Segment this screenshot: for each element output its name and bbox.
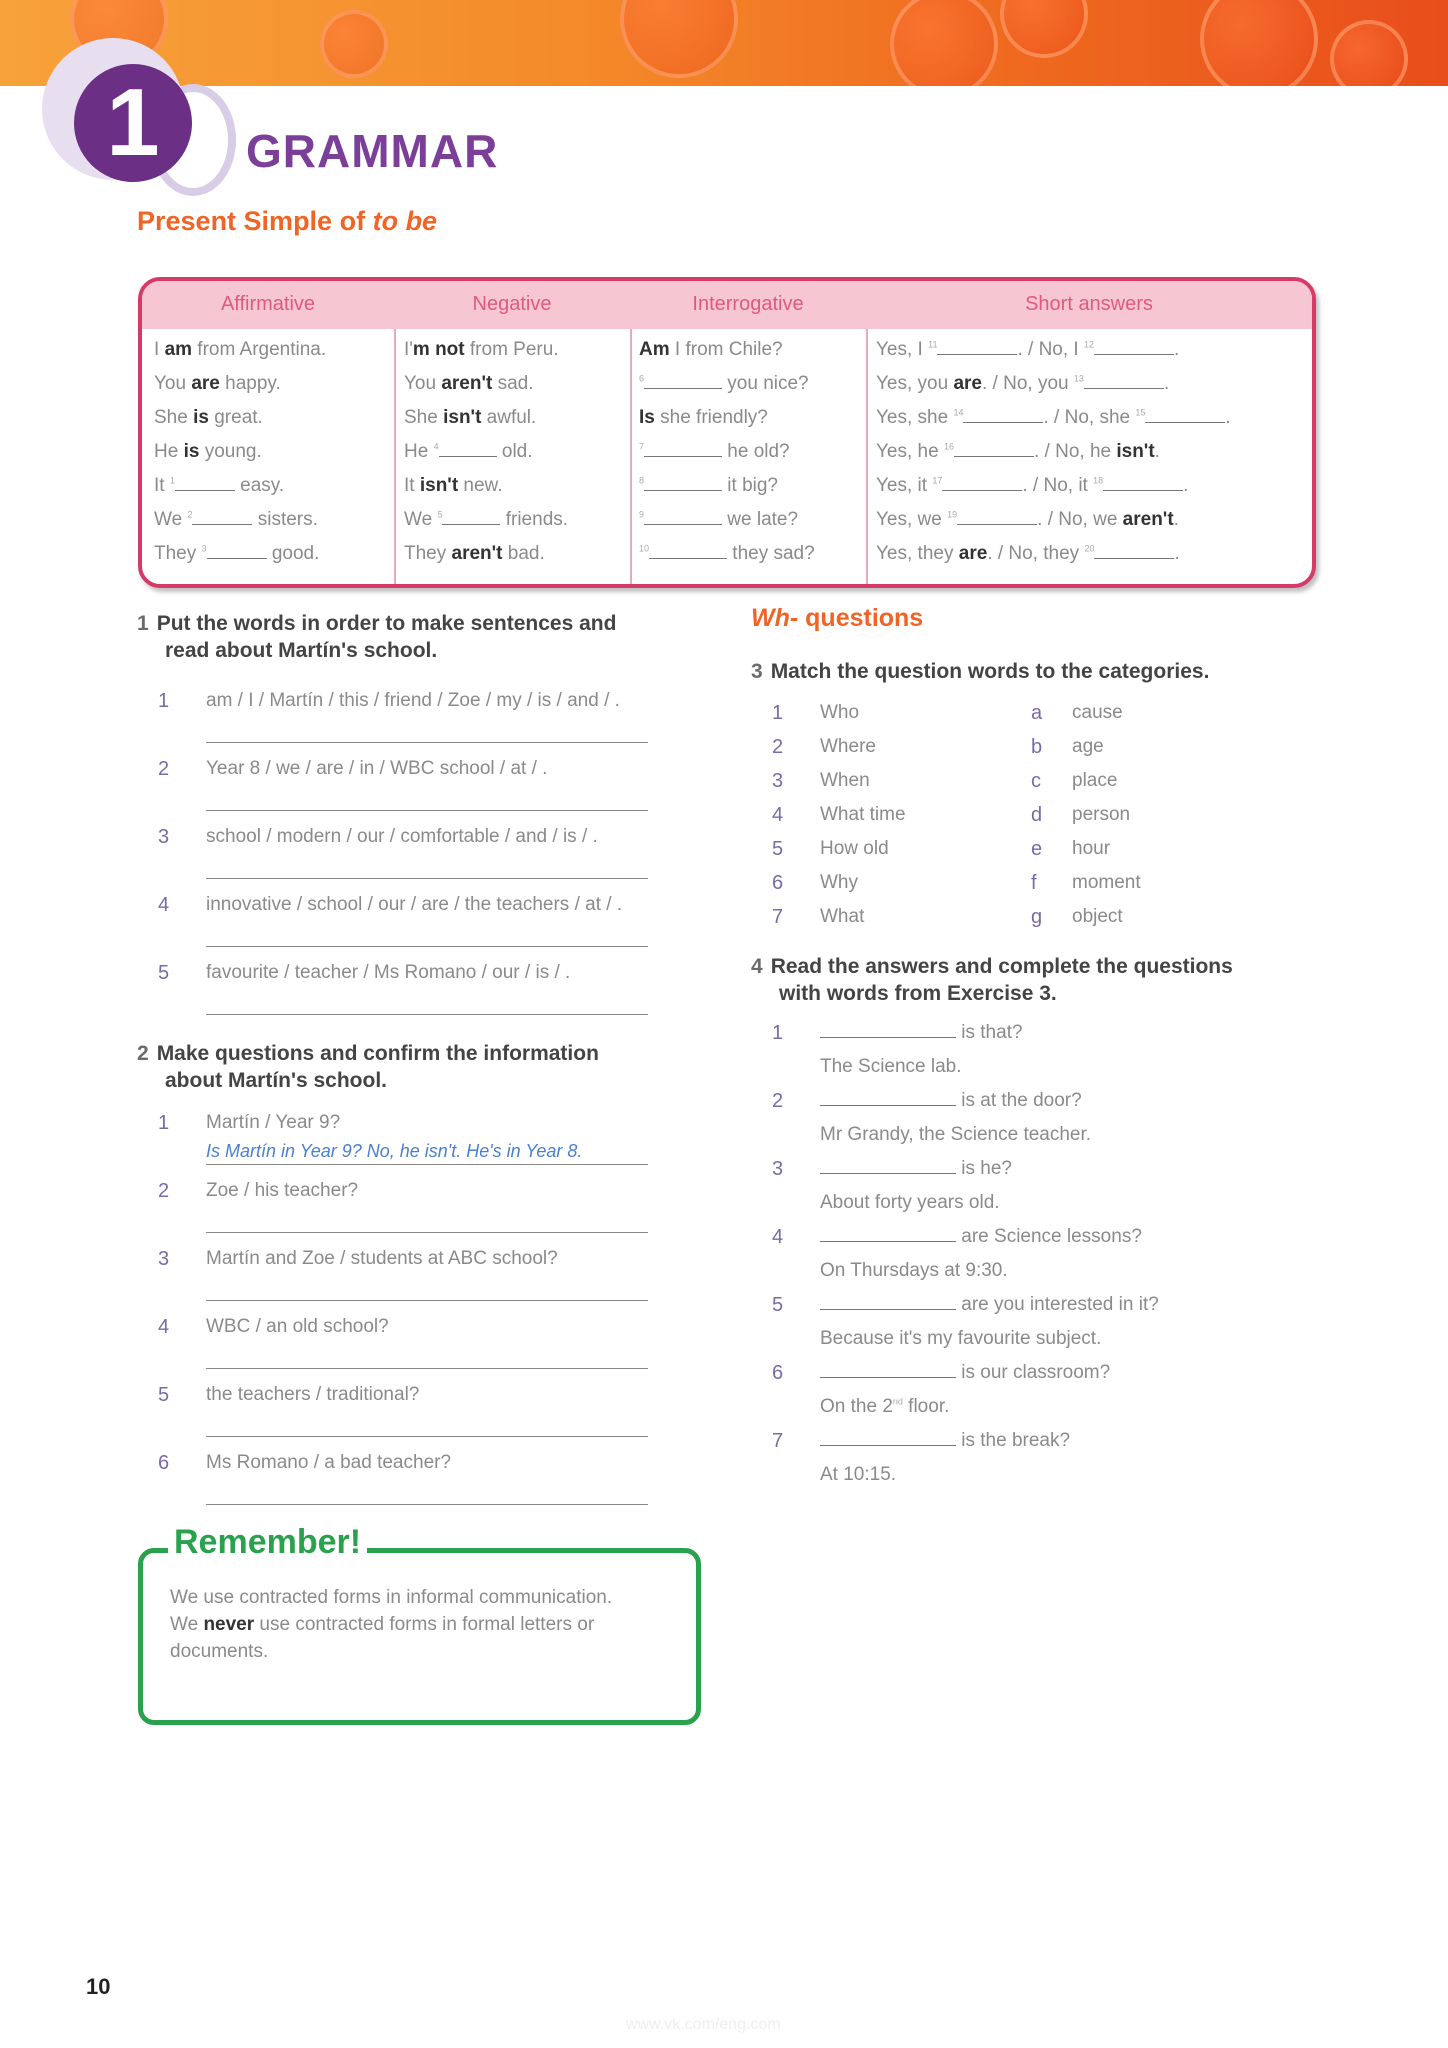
- table-text: old.: [496, 441, 533, 462]
- item-number: 2: [772, 736, 784, 758]
- answer-blank[interactable]: [820, 1159, 956, 1174]
- question-line: [820, 1362, 1110, 1384]
- item-prompt: Martín / Year 9?: [206, 1112, 341, 1133]
- item-number: 7: [772, 1430, 784, 1452]
- gap-number: 11: [928, 339, 938, 350]
- gap-number: 12: [1084, 339, 1095, 350]
- table-text: . / No, it: [1022, 475, 1094, 496]
- question-text: is our classroom?: [956, 1362, 1111, 1383]
- question-text: is that?: [956, 1022, 1023, 1043]
- answer-blank[interactable]: [1084, 374, 1164, 389]
- answer-line[interactable]: [206, 878, 648, 879]
- given-answer: At 10:15.: [820, 1464, 897, 1485]
- table-verb: aren't: [1122, 509, 1174, 530]
- answer-blank[interactable]: [207, 544, 267, 559]
- table-text: I from Chile?: [669, 339, 783, 360]
- table-text: Yes, she: [876, 407, 954, 428]
- question-text: are Science lessons?: [956, 1226, 1142, 1247]
- table-verb: Am: [639, 339, 670, 360]
- answer-blank[interactable]: [644, 476, 722, 491]
- question-line: [820, 1294, 1159, 1316]
- unit-number-badge: 1: [74, 64, 192, 182]
- table-line: [639, 407, 768, 429]
- category-letter: g: [1031, 906, 1043, 928]
- decorative-bubble: [1200, 0, 1318, 86]
- table-text: You: [154, 373, 192, 394]
- table-text: . / No, I: [1017, 339, 1084, 360]
- column-divider: [630, 329, 632, 584]
- gap-number: 15: [1135, 407, 1146, 418]
- question-word: Where: [820, 736, 876, 757]
- decorative-bubble: [1000, 0, 1088, 58]
- table-text: We: [404, 509, 438, 530]
- table-text: from Argentina.: [192, 339, 327, 360]
- table-line: [639, 509, 798, 531]
- table-text: good.: [266, 543, 320, 564]
- table-line: [404, 339, 559, 361]
- item-number: 5: [158, 1384, 170, 1406]
- item-prompt: Ms Romano / a bad teacher?: [206, 1452, 452, 1473]
- item-number: 1: [772, 702, 784, 724]
- answer-blank[interactable]: [644, 510, 722, 525]
- question-word: What: [820, 906, 865, 927]
- question-line: [820, 1430, 1070, 1452]
- table-text: sad.: [492, 373, 534, 394]
- answer-line[interactable]: [206, 1368, 648, 1369]
- answer-blank[interactable]: [439, 442, 497, 457]
- category: place: [1072, 770, 1118, 791]
- answer-text: floor.: [902, 1396, 950, 1417]
- gap-number: 10: [639, 543, 650, 554]
- gap-number: 4: [433, 441, 439, 452]
- exercise1-instruction: 1 Put the words in order to make sentences and read about Martín's school.: [137, 612, 617, 662]
- table-line: [639, 373, 809, 395]
- table-text: Yes, it: [876, 475, 933, 496]
- given-answer: [820, 1396, 949, 1418]
- category-letter: a: [1031, 702, 1043, 724]
- affirmative-column: [154, 329, 390, 584]
- gap-number: 19: [947, 509, 958, 520]
- item-number: 4: [158, 894, 170, 916]
- answer-blank[interactable]: [644, 374, 722, 389]
- decorative-bubble: [320, 10, 388, 78]
- given-answer: On Thursdays at 9:30.: [820, 1260, 1008, 1281]
- answer-blank[interactable]: [175, 476, 235, 491]
- question-line: [820, 1090, 1082, 1112]
- question-word: When: [820, 770, 870, 791]
- table-text: . / No, you: [982, 373, 1074, 394]
- table-text: Yes, he: [876, 441, 944, 462]
- question-text: is at the door?: [956, 1090, 1082, 1111]
- answer-blank[interactable]: [820, 1023, 956, 1038]
- interrogative-column: [639, 329, 861, 584]
- answer-line[interactable]: [206, 742, 648, 743]
- table-text: .: [1225, 407, 1231, 428]
- table-text: She: [404, 407, 444, 428]
- table-text: Yes, we: [876, 509, 948, 530]
- item-number: 6: [772, 872, 784, 894]
- question-line: [820, 1226, 1142, 1248]
- category: moment: [1072, 872, 1141, 893]
- table-verb: isn't: [419, 475, 459, 496]
- table-text: new.: [458, 475, 503, 496]
- answer-blank[interactable]: [1094, 544, 1174, 559]
- category-letter: b: [1031, 736, 1043, 758]
- header-short-answers: Short answers: [1025, 293, 1153, 315]
- table-text: happy.: [219, 373, 281, 394]
- table-line: [639, 475, 778, 497]
- item-number: 2: [158, 1180, 170, 1202]
- table-verb: isn't: [1116, 441, 1155, 462]
- table-text: I: [154, 339, 165, 360]
- table-verb: aren't: [451, 543, 503, 564]
- table-line: [404, 543, 545, 565]
- header-interrogative: Interrogative: [692, 293, 804, 315]
- short-answer-line: [876, 339, 1179, 361]
- top-banner: [0, 0, 1448, 86]
- ordinal-suffix: nd: [892, 1396, 903, 1407]
- table-text: .: [1154, 441, 1160, 462]
- table-verb: are: [953, 373, 982, 394]
- item-number: 6: [158, 1452, 170, 1474]
- decorative-bubble: [70, 0, 168, 68]
- gap-number: 18: [1093, 475, 1104, 486]
- answer-blank[interactable]: [644, 442, 722, 457]
- item-prompt: school / modern / our / comfortable / and / is / .: [206, 826, 598, 847]
- table-verb: is: [183, 441, 200, 462]
- answer-blank[interactable]: [957, 510, 1037, 525]
- answer-line[interactable]: [206, 1014, 648, 1015]
- answer-blank[interactable]: [192, 510, 252, 525]
- table-text: . / No, they: [987, 543, 1085, 564]
- question-line: [820, 1022, 1023, 1044]
- given-answer: Because it's my favourite subject.: [820, 1328, 1102, 1349]
- grammar-table-header: [142, 281, 1312, 329]
- answer-text: On the 2: [820, 1396, 893, 1417]
- table-line: [154, 543, 319, 565]
- question-text: is the break?: [956, 1430, 1071, 1451]
- table-text: from Peru.: [464, 339, 559, 360]
- table-line: [154, 441, 262, 463]
- answer-blank[interactable]: [954, 442, 1034, 457]
- table-verb: are: [191, 373, 220, 394]
- table-verb: isn't: [443, 407, 482, 428]
- table-text: Yes, they: [876, 543, 959, 564]
- answer-line[interactable]: [206, 1232, 648, 1233]
- item-prompt: Martín and Zoe / students at ABC school?: [206, 1248, 558, 1269]
- item-number: 4: [772, 1226, 784, 1248]
- short-answer-line: [876, 543, 1180, 565]
- table-text: .: [1163, 373, 1170, 394]
- answer-blank[interactable]: [820, 1431, 956, 1446]
- answer-line[interactable]: [206, 1300, 648, 1301]
- table-text: young.: [199, 441, 262, 462]
- example-answer: Is Martín in Year 9? No, he isn't. He's in Year 8.: [206, 1141, 583, 1161]
- item-number: 4: [158, 1316, 170, 1338]
- question-text: is he?: [956, 1158, 1012, 1179]
- table-text: . / No, he: [1033, 441, 1117, 462]
- table-line: [154, 373, 281, 395]
- item-number: 1: [772, 1022, 784, 1044]
- table-text: awful.: [481, 407, 537, 428]
- answer-blank[interactable]: [649, 544, 727, 559]
- gap-number: 17: [932, 475, 943, 486]
- item-prompt: WBC / an old school?: [206, 1316, 389, 1337]
- item-number: 3: [772, 1158, 784, 1180]
- item-number: 7: [772, 906, 784, 928]
- gap-number: 8: [639, 475, 645, 486]
- item-number: 2: [158, 758, 170, 780]
- item-number: 5: [772, 1294, 784, 1316]
- answer-blank[interactable]: [963, 408, 1043, 423]
- table-text: You: [404, 373, 442, 394]
- table-line: [639, 441, 790, 463]
- table-text: great.: [208, 407, 263, 428]
- table-text: .: [1173, 509, 1179, 530]
- item-number: 3: [772, 770, 784, 792]
- gap-number: 16: [943, 441, 954, 452]
- table-line: [639, 339, 783, 361]
- gap-number: 1: [169, 475, 175, 486]
- item-number: 6: [772, 1362, 784, 1384]
- table-text: They: [154, 543, 202, 564]
- table-text: It: [154, 475, 170, 496]
- table-text: She: [154, 407, 194, 428]
- question-word: Who: [820, 702, 860, 723]
- decorative-bubble: [1330, 20, 1408, 86]
- item-number: 5: [158, 962, 170, 984]
- item-prompt: am / I / Martín / this / friend / Zoe / my / is / and / .: [206, 690, 620, 711]
- remember-text: We use contracted forms in informal communication. We never use contracted forms in formal letters or documents.: [170, 1587, 613, 1662]
- item-prompt: favourite / teacher / Ms Romano / our / is / .: [206, 962, 571, 983]
- question-text: are you interested in it?: [956, 1294, 1159, 1315]
- table-text: it big?: [722, 475, 778, 496]
- gap-number: 20: [1084, 543, 1095, 554]
- gap-number: 6: [639, 373, 645, 384]
- table-text: He: [404, 441, 434, 462]
- item-number: 1: [158, 1112, 170, 1134]
- table-line: [154, 339, 326, 361]
- item-prompt: Zoe / his teacher?: [206, 1180, 359, 1201]
- category: object: [1072, 906, 1123, 927]
- table-text: Yes, I: [876, 339, 929, 360]
- given-answer: Mr Grandy, the Science teacher.: [820, 1124, 1092, 1145]
- grammar-subtitle: Present Simple of to be: [137, 206, 438, 236]
- question-word: How old: [820, 838, 889, 859]
- table-verb: am: [164, 339, 193, 360]
- category-letter: d: [1031, 804, 1043, 826]
- gap-number: 7: [639, 441, 645, 452]
- table-text: he old?: [722, 441, 790, 462]
- category: person: [1072, 804, 1131, 825]
- gap-number: 13: [1073, 373, 1084, 384]
- answer-line[interactable]: [206, 1436, 648, 1437]
- table-verb: Is: [639, 407, 655, 428]
- negative-column: [404, 329, 626, 584]
- answer-line[interactable]: [206, 810, 648, 811]
- header-affirmative: Affirmative: [220, 293, 316, 315]
- answer-line[interactable]: [206, 1164, 648, 1165]
- answer-line[interactable]: [206, 1504, 648, 1505]
- table-text: they sad?: [727, 543, 815, 564]
- table-text: she friendly?: [654, 407, 768, 428]
- gap-number: 2: [187, 509, 193, 520]
- short-answer-line: [876, 509, 1179, 531]
- short-answers-column: [876, 329, 1306, 584]
- table-line: [154, 509, 318, 531]
- question-word: Why: [820, 872, 858, 893]
- item-prompt: innovative / school / our / are / the teachers / at / .: [206, 894, 623, 915]
- item-number: 2: [772, 1090, 784, 1112]
- table-verb: are: [958, 543, 988, 564]
- table-text: It: [404, 475, 420, 496]
- given-answer: About forty years old.: [820, 1192, 1000, 1213]
- gap-number: 5: [437, 509, 443, 520]
- table-text: we late?: [722, 509, 799, 530]
- header-negative: Negative: [472, 293, 552, 315]
- watermark: www.vk.com/eng.com: [626, 2016, 781, 2033]
- category-letter: f: [1031, 872, 1037, 894]
- wh-questions-title: Wh- questions: [751, 604, 924, 632]
- item-number: 1: [158, 690, 170, 712]
- answer-blank[interactable]: [442, 510, 500, 525]
- category-letter: e: [1031, 838, 1043, 860]
- short-answer-line: [876, 373, 1169, 395]
- answer-blank[interactable]: [937, 340, 1017, 355]
- item-prompt: Year 8 / we / are / in / WBC school / at / .: [206, 758, 548, 779]
- table-text: bad.: [502, 543, 545, 564]
- table-text: . / No, she: [1043, 407, 1136, 428]
- remember-title: Remember!: [168, 1523, 367, 1562]
- item-prompt: the teachers / traditional?: [206, 1384, 420, 1405]
- answer-blank[interactable]: [820, 1363, 956, 1378]
- table-text: Yes, you: [876, 373, 954, 394]
- table-verb: m not: [412, 339, 465, 360]
- table-line: [404, 373, 534, 395]
- table-text: .: [1174, 339, 1180, 360]
- decorative-bubble: [890, 0, 998, 86]
- table-text: .: [1174, 543, 1180, 564]
- item-number: 3: [158, 1248, 170, 1270]
- decorative-bubble: [620, 0, 738, 78]
- category: hour: [1072, 838, 1111, 859]
- table-text: .: [1183, 475, 1189, 496]
- answer-blank[interactable]: [1103, 476, 1183, 491]
- column-divider: [866, 329, 868, 584]
- table-text: . / No, we: [1037, 509, 1123, 530]
- column-divider: [394, 329, 396, 584]
- given-answer: The Science lab.: [820, 1056, 962, 1077]
- category-letter: c: [1031, 770, 1041, 792]
- gap-number: 14: [953, 407, 964, 418]
- table-text: sisters.: [252, 509, 318, 530]
- short-answer-line: [876, 475, 1188, 497]
- gap-number: 3: [201, 543, 207, 554]
- table-line: [404, 407, 536, 429]
- category: cause: [1072, 702, 1123, 723]
- short-answer-line: [876, 441, 1160, 463]
- question-line: [820, 1158, 1012, 1180]
- table-line: [154, 475, 284, 497]
- short-answer-line: [876, 407, 1231, 429]
- gap-number: 9: [639, 509, 645, 520]
- item-number: 3: [158, 826, 170, 848]
- table-text: They: [404, 543, 452, 564]
- item-number: 4: [772, 804, 784, 826]
- table-line: [639, 543, 815, 565]
- table-line: [404, 509, 568, 531]
- answer-blank[interactable]: [1094, 340, 1174, 355]
- table-text: He: [154, 441, 184, 462]
- grammar-table: [138, 277, 1316, 588]
- table-line: [154, 407, 263, 429]
- answer-blank[interactable]: [820, 1227, 956, 1242]
- category: age: [1072, 736, 1104, 757]
- question-word: What time: [820, 804, 906, 825]
- exercise2-instruction: 2 Make questions and confirm the information about Martín's school.: [137, 1042, 599, 1092]
- table-verb: aren't: [441, 373, 493, 394]
- table-line: [404, 475, 503, 497]
- table-text: easy.: [234, 475, 285, 496]
- table-line: [404, 441, 533, 463]
- answer-line[interactable]: [206, 946, 648, 947]
- table-verb: is: [193, 407, 209, 428]
- table-text: you nice?: [722, 373, 809, 394]
- answer-blank[interactable]: [820, 1295, 956, 1310]
- answer-blank[interactable]: [820, 1091, 956, 1106]
- table-text: friends.: [500, 509, 569, 530]
- exercise4-instruction: 4 Read the answers and complete the questions with words from Exercise 3.: [751, 955, 1233, 1005]
- answer-blank[interactable]: [942, 476, 1022, 491]
- answer-blank[interactable]: [1145, 408, 1225, 423]
- table-text: I': [404, 339, 413, 360]
- section-title: GRAMMAR: [246, 125, 499, 177]
- item-number: 5: [772, 838, 784, 860]
- exercise3-instruction: 3 Match the question words to the categories.: [751, 660, 1210, 683]
- table-text: We: [154, 509, 188, 530]
- page-number: 10: [86, 1974, 111, 1999]
